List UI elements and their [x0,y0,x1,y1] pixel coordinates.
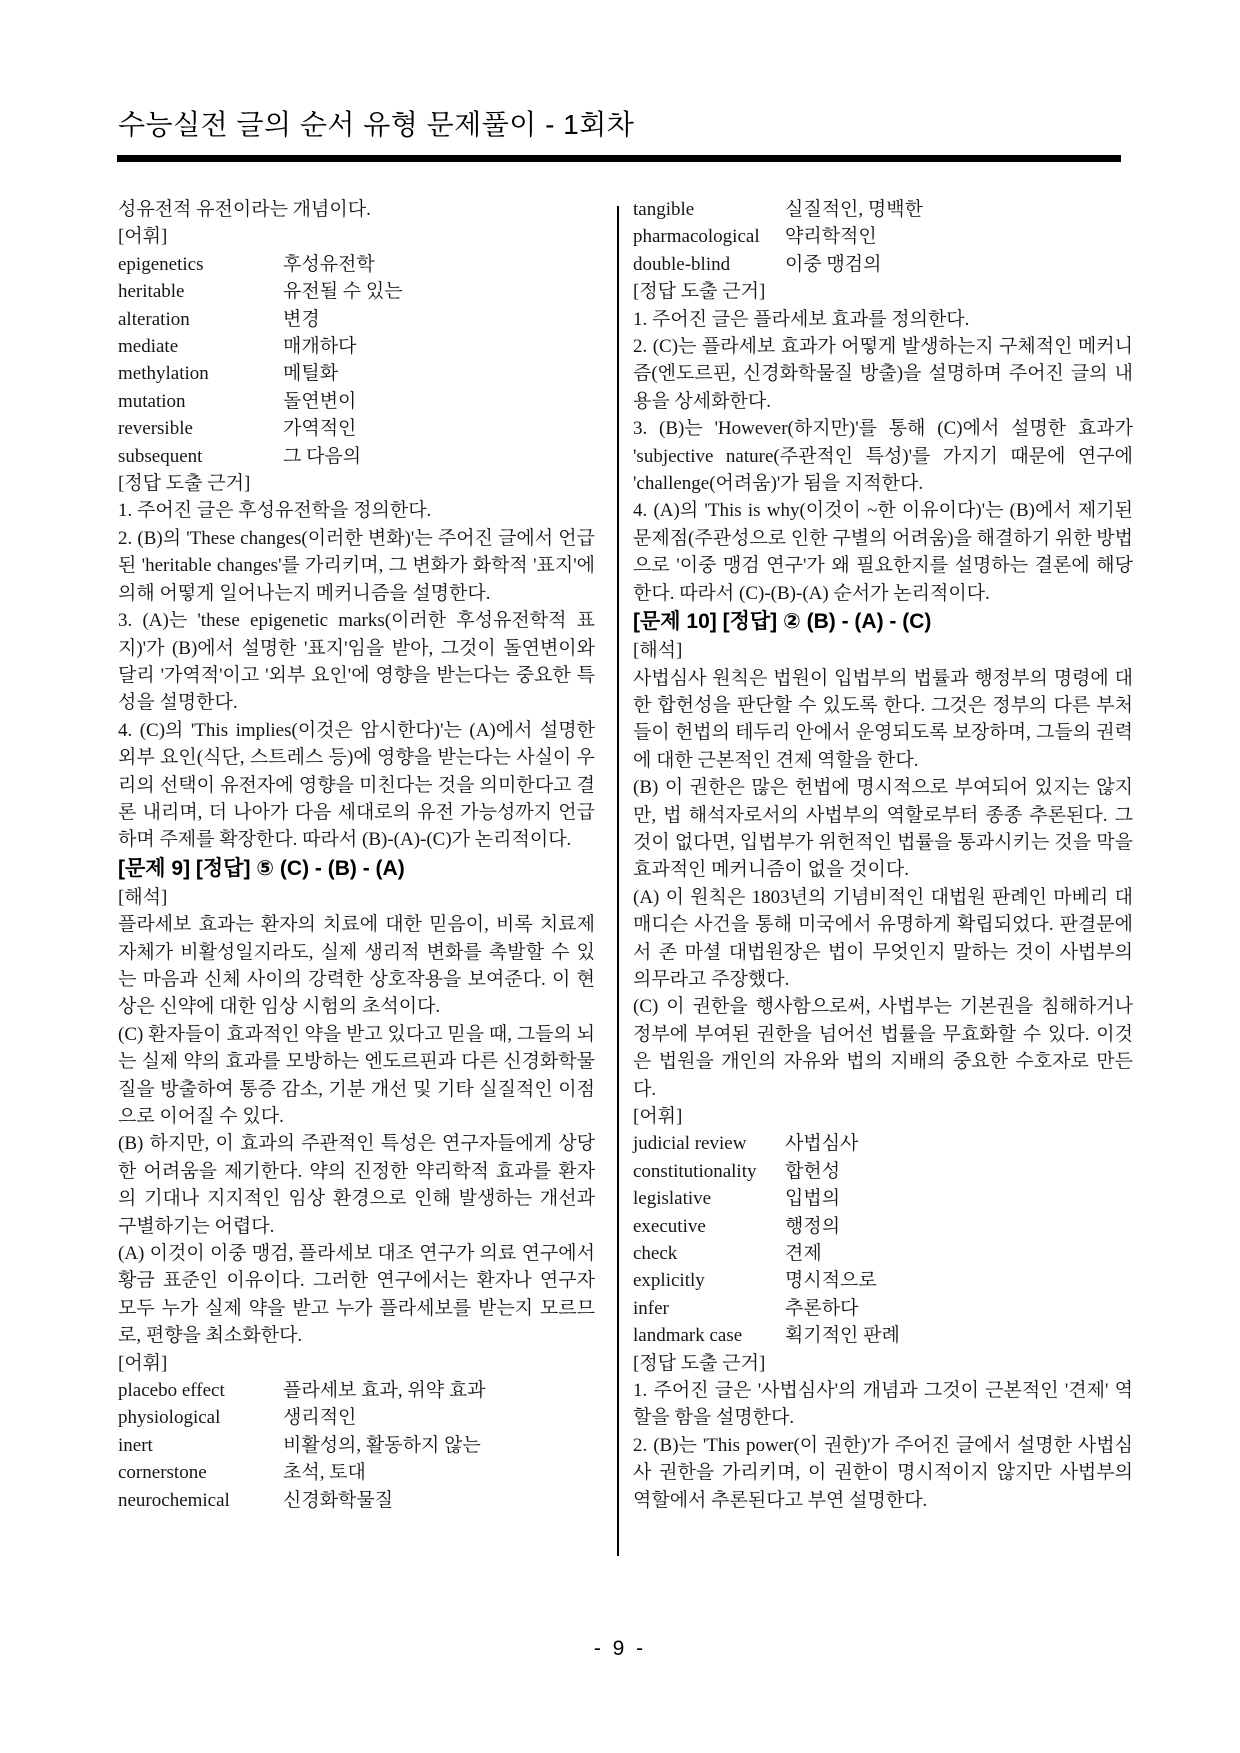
vocab-row [633,1240,1133,1267]
vocab-word: check [633,1243,678,1265]
vocab-word: legislative [633,1188,712,1210]
vocab-row [118,306,595,333]
vocab-word: pharmacological [633,226,760,248]
vocab-meaning: 약리학적인 [785,226,877,248]
vocab-row [118,388,595,415]
vocab-row [633,1295,1133,1322]
interpretation-paragraph: 플라세보 효과는 환자의 치료에 대한 믿음이, 비록 치료제 자체가 비활성일지라도, 실제 생리적 변화를 촉발할 수 있는 마음과 신체 사이의 강력한 상호작용을 보여준다. 이 현상은 신약에 대한 임상 시험의 초석이다. [118,914,595,1018]
vocab-word: heritable [118,281,185,303]
interpretation-paragraph: 사법심사 원칙은 법원이 입법부의 법률과 행정부의 명령에 대한 합헌성을 판단할 수 있도록 한다. 그것은 정부의 다른 부처들이 헌법의 테두리 안에서 운영되도록 보장하며, 그들의 권력에 대한 근본적인 견제 역할을 한다. [633,667,1133,771]
vocab-section-placebo [118,1350,595,1514]
vocab-word: methylation [118,363,209,385]
vocab-word: cornerstone [118,1462,207,1484]
rationale-point: 4. (A)의 'This is why(이것이 ~한 이유이다)'는 (B)에서 제기된 문제점(주관성으로 인한 구별의 어려움)을 해결하기 위한 방법으로 '이중 맹검 연구'가 왜 필요한지를 설명하는 결론에 해당한다. 따라서 (C)-(B)-(A) 순서가 논리적이다. [633,500,1134,604]
vocab-meaning: 사법심사 [785,1133,859,1155]
vocab-row [118,415,595,442]
interpretation-label: [해석] [633,640,683,662]
interpretation-paragraph: (C) 환자들이 효과적인 약을 받고 있다고 믿을 때, 그들의 뇌는 실제 약의 효과를 모방하는 엔도르핀과 다른 신경화학물질을 방출하여 통증 감소, 기분 개선 및 기타 실질적인 이점으로 이어질 수 있다. [118,1023,595,1127]
interpretation-paragraph: (C) 이 권한을 행사함으로써, 사법부는 기본권을 침해하거나 정부에 부여된 권한을 넘어선 법률을 무효화할 수 있다. 이것은 법원을 개인의 자유와 법의 지배의 중요한 수호자로 만든다. [633,996,1133,1100]
vocab-meaning: 비활성의, 활동하지 않는 [283,1434,481,1456]
left-column [118,196,595,1514]
vocab-meaning: 메틸화 [283,363,339,385]
vocab-meaning: 유전될 수 있는 [283,281,403,303]
vocab-meaning: 돌연변이 [283,390,357,412]
vocab-row [118,360,595,387]
vocab-word: tangible [633,199,695,220]
rationale-point: 1. 주어진 글은 플라세보 효과를 정의한다. [633,308,970,330]
vocab-row [118,1487,595,1514]
vocab-meaning: 후성유전학 [283,253,375,275]
intro-continuation-text: 성유전적 유전이라는 개념이다. [118,199,371,220]
interpretation-paragraph: (B) 하지만, 이 효과의 주관적인 특성은 연구자들에게 상당한 어려움을 제기한다. 약의 진정한 약리학적 효과를 환자의 기대나 지지적인 임상 환경으로 인해 발생하는 개선과 구별하기는 어렵다. [118,1133,595,1237]
vocab-meaning: 합헌성 [785,1160,841,1182]
interpretation-paragraph: (B) 이 권한은 많은 헌법에 명시적으로 부여되어 있지는 않지만, 법 해석자로서의 사법부의 역할로부터 종종 추론된다. 그것이 없다면, 입법부가 위헌적인 법률을 통과시키는 것을 막을 효과적인 메커니즘이 없을 것이다. [633,777,1133,881]
page-number: - 9 - [593,1637,647,1660]
vocab-label: [어휘] [118,1352,168,1374]
vocab-word: epigenetics [118,253,204,275]
vocab-meaning: 획기적인 판례 [785,1325,900,1347]
vocab-row [118,1432,595,1459]
vocab-section-placebo-continued [633,196,1133,278]
problem9-answer-heading: [문제 9] [정답] ⑤ (C) - (B) - (A) [118,856,405,880]
rationale-point: 3. (B)는 'However(하지만)'를 통해 (C)에서 설명한 효과가 'subjective nature(주관적인 특성)'를 가지기 때문에 연구에 'challenge(어려움)'가 됨을 지적한다. [633,418,1133,495]
interpretation-label: [해석] [118,886,168,908]
vocab-word: mutation [118,390,186,412]
vocab-row [118,1404,595,1431]
problem10-answer-heading: [문제 10] [정답] ② (B) - (A) - (C) [633,610,932,634]
rationale-section-problem8 [118,470,595,854]
vocab-meaning: 입법의 [785,1188,841,1210]
title-rule [117,155,1121,162]
vocab-row [118,1377,595,1404]
vocab-word: inert [118,1434,153,1456]
vocab-meaning: 가역적인 [283,418,357,440]
vocab-row [633,1267,1133,1294]
vocab-meaning: 변경 [283,308,320,330]
vocab-row [633,1158,1133,1185]
vocab-meaning: 명시적으로 [785,1270,877,1292]
vocab-word: judicial review [633,1133,747,1155]
vocab-meaning: 견제 [785,1243,822,1265]
vocab-label: [어휘] [633,1106,683,1127]
rationale-section-problem9 [633,278,1133,607]
vocab-meaning: 플라세보 효과, 위약 효과 [283,1380,486,1402]
vocab-row [633,251,1133,278]
vocab-meaning: 추론하다 [785,1297,859,1319]
vocab-meaning: 매개하다 [283,336,357,358]
rationale-point: 2. (C)는 플라세보 효과가 어떻게 발생하는지 구체적인 메커니즘(엔도르핀, 신경화학물질 방출)을 설명하며 주어진 글의 내용을 상세화한다. [633,336,1133,412]
problem10-section [633,607,1133,1103]
vocab-section-judicial [633,1103,1133,1350]
rationale-point: 1. 주어진 글은 후성유전학을 정의한다. [118,500,432,522]
vocab-word: reversible [118,418,193,440]
vocab-word: explicitly [633,1270,705,1292]
vocab-meaning: 신경화학물질 [283,1489,394,1511]
vocab-meaning: 실질적인, 명백한 [785,199,923,220]
rationale-point: 3. (A)는 'these epigenetic marks(이러한 후성유전학적 표지)'가 (B)에서 설명한 '표지'임을 받아, 그것이 돌연변이와 달리 '가역적'이고 '외부 요인'에 영향을 받는다는 중요한 특성을 설명한다. [118,610,595,714]
rationale-label: [정답 도출 근거] [633,1352,766,1374]
problem9-section [118,854,595,1350]
column-divider [617,206,619,1556]
rationale-point: 1. 주어진 글은 '사법심사'의 개념과 그것이 근본적인 '견제' 역할을 함을 설명한다. [633,1380,1133,1429]
vocab-row [118,1459,595,1486]
rationale-point: 2. (B)는 'This power(이 권한)'가 주어진 글에서 설명한 사법심사 권한을 가리키며, 이 권한이 명시적이지 않지만 사법부의 역할에서 추론된다고 부연 설명한다. [633,1434,1133,1511]
vocab-word: executive [633,1215,706,1237]
vocab-word: landmark case [633,1325,743,1347]
vocab-word: subsequent [118,445,203,467]
vocab-row [633,1185,1133,1212]
rationale-label: [정답 도출 근거] [118,473,251,495]
vocab-row [633,1130,1133,1157]
vocab-meaning: 생리적인 [283,1407,357,1429]
vocab-word: double-blind [633,253,731,275]
vocab-word: neurochemical [118,1489,230,1511]
vocab-meaning: 초석, 토대 [283,1462,366,1484]
vocab-row [633,1213,1133,1240]
vocab-word: infer [633,1297,669,1319]
right-column [633,196,1133,1514]
vocab-row [118,333,595,360]
vocab-word: physiological [118,1407,221,1429]
vocab-row [633,223,1133,250]
rationale-label: [정답 도출 근거] [633,281,766,303]
vocab-word: constitutionality [633,1160,757,1182]
rationale-point: 2. (B)의 'These changes(이러한 변화)'는 주어진 글에서 언급된 'heritable changes'를 가리키며, 그 변화가 화학적 '표지'에 의해 어떻게 일어나는지 메커니즘을 설명한다. [118,527,595,604]
page-title: 수능실전 글의 순서 유형 문제풀이 - 1회차 [118,109,635,140]
rationale-section-problem10 [633,1350,1133,1514]
vocab-section-epigenetics [118,223,595,470]
vocab-row [118,251,595,278]
vocab-label: [어휘] [118,226,168,248]
vocab-row [633,1322,1133,1349]
vocab-word: placebo effect [118,1380,225,1402]
vocab-row [633,196,1133,223]
vocab-word: mediate [118,336,179,358]
rationale-point: 4. (C)의 'This implies(이것은 암시한다)'는 (A)에서 설명한 외부 요인(식단, 스트레스 등)에 영향을 받는다는 사실이 우리의 선택이 유전자에 영향을 미친다는 것을 의미한다고 결론 내리며, 더 나아가 다음 세대로의 유전 가능성까지 언급하며 주제를 확장한다. 따라서 (B)-(A)-(C)가 논리적이다. [118,719,595,851]
vocab-row [118,278,595,305]
vocab-meaning: 그 다음의 [283,445,362,467]
vocab-row [118,443,595,470]
vocab-meaning: 행정의 [785,1215,841,1237]
vocab-word: alteration [118,308,190,330]
interpretation-paragraph: (A) 이것이 이중 맹검, 플라세보 대조 연구가 의료 연구에서 황금 표준인 이유이다. 그러한 연구에서는 환자나 연구자 모두 누가 실제 약을 받고 누가 플라세보를 받는지 모르므로, 편향을 최소화한다. [118,1243,595,1347]
vocab-meaning: 이중 맹검의 [785,253,882,275]
interpretation-paragraph: (A) 이 원칙은 1803년의 기념비적인 대법원 판례인 마베리 대 매디슨 사건을 통해 미국에서 유명하게 확립되었다. 판결문에서 존 마셜 대법원장은 법이 무엇인지 말하는 것이 사법부의 의무라고 주장했다. [633,886,1133,990]
